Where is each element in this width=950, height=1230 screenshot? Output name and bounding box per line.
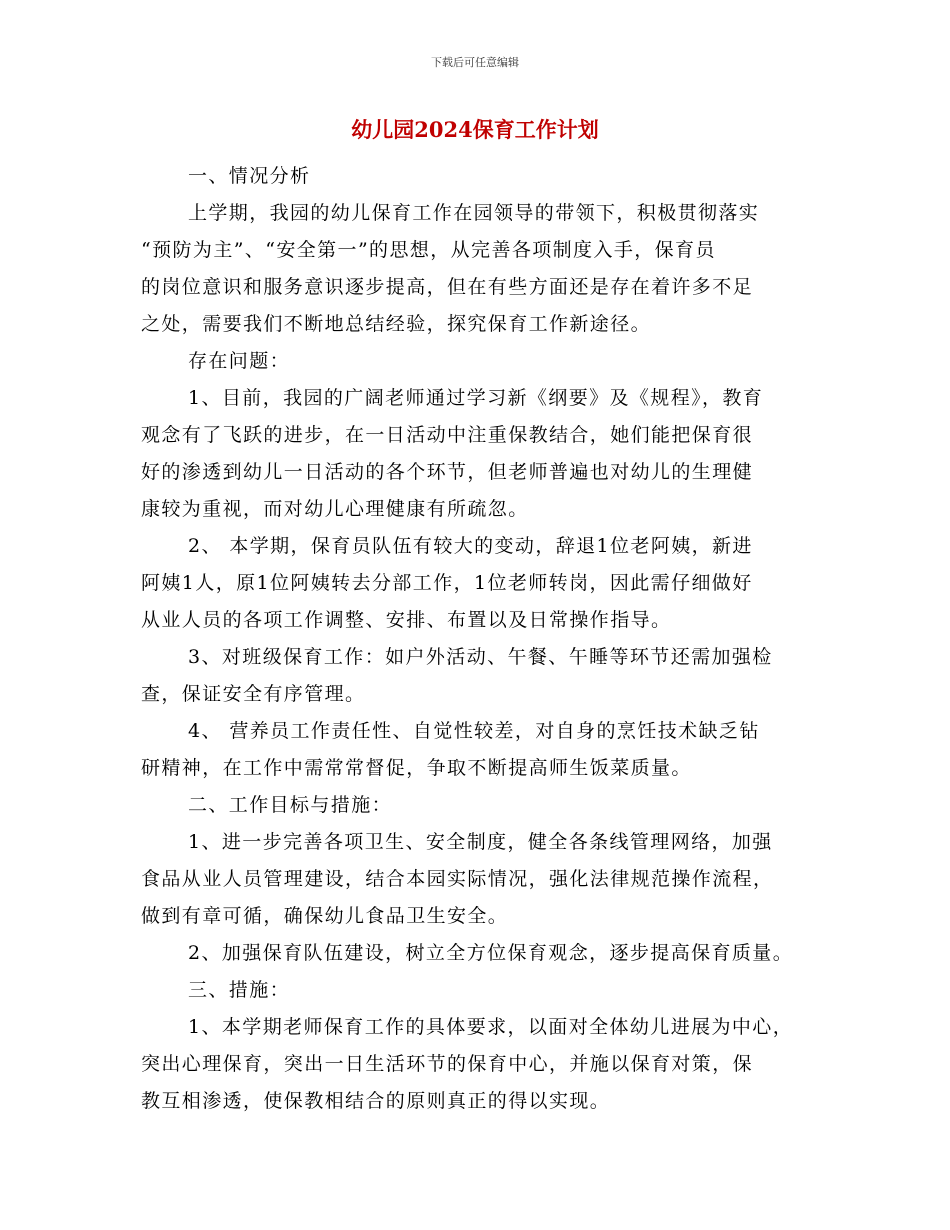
body-line: 阿姨1人，原1位阿姨转去分部工作，1位老师转岗，因此需仔细做好 (141, 572, 753, 594)
body-line: 存在问题： (188, 350, 291, 372)
body-line: 1、进一步完善各项卫生、安全制度，健全各条线管理网络，加强 (188, 831, 773, 853)
body-line: 2、加强保育队伍建设，树立全方位保育观念，逐步提高保育质量。 (188, 942, 794, 964)
body-line: 研精神，在工作中需常常督促，争取不断提高师生饭菜质量。 (141, 757, 692, 779)
body-line: 教互相渗透，使保教相结合的原则真正的得以实现。 (141, 1090, 611, 1112)
body-line: 康较为重视，而对幼儿心理健康有所疏忽。 (141, 498, 529, 520)
body-line: 之处，需要我们不断地总结经验，探究保育工作新途径。 (141, 313, 652, 335)
body-line: 1、本学期老师保育工作的具体要求，以面对全体幼儿进展为中心， (188, 1016, 794, 1038)
body-line: 二、工作目标与措施： (188, 794, 393, 816)
body-line: 做到有章可循，确保幼儿食品卫生安全。 (141, 905, 509, 927)
document-body (141, 158, 825, 1120)
body-line: 突出心理保育，突出一日生活环节的保育中心，并施以保育对策，保 (141, 1053, 754, 1075)
body-line: 三、措施： (188, 979, 291, 1001)
document-title: 幼儿园2024保育工作计划 (351, 117, 599, 142)
body-line: 4、 营养员工作责任性、自觉性较差，对自身的烹饪技术缺乏钻 (188, 720, 760, 742)
body-line: 3、对班级保育工作：如户外活动、午餐、午睡等环节还需加强检 (188, 646, 773, 668)
body-line: 上学期，我园的幼儿保育工作在园领导的带领下，积极贯彻落实 (188, 202, 760, 224)
body-line: 观念有了飞跃的进步，在一日活动中注重保教结合，她们能把保育很 (141, 424, 754, 446)
body-line: 的岗位意识和服务意识逐步提高，但在有些方面还是存在着许多不足 (141, 276, 754, 298)
body-line: 一、情况分析 (188, 165, 311, 187)
header-note: 下载后可任意编辑 (431, 56, 519, 69)
body-line: 1、目前，我园的广阔老师通过学习新《纲要》及《规程》，教育 (188, 387, 764, 409)
body-line: 从业人员的各项工作调整、安排、布置以及日常操作指导。 (141, 609, 672, 631)
body-line: 好的渗透到幼儿一日活动的各个环节，但老师普遍也对幼儿的生理健 (141, 461, 754, 483)
body-line: 食品从业人员管理建设，结合本园实际情况，强化法律规范操作流程， (141, 868, 774, 890)
body-line: “预防为主”、“安全第一”的思想，从完善各项制度入手，保育员 (141, 239, 716, 261)
body-line: 查，保证安全有序管理。 (141, 683, 366, 705)
body-line: 2、 本学期，保育员队伍有较大的变动，辞退1位老阿姨，新进 (188, 535, 753, 557)
